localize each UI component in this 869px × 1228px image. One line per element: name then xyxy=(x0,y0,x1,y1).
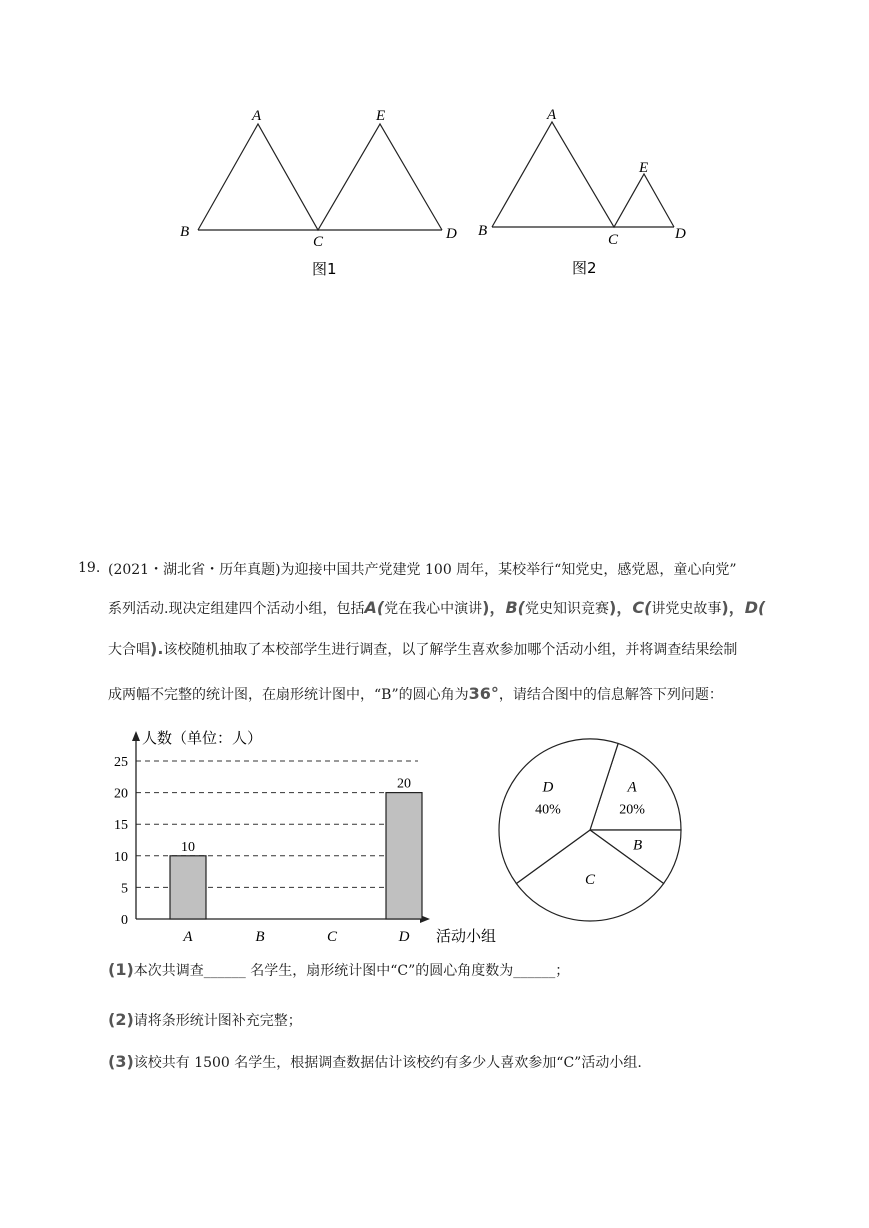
bar-data-label-D: 20 xyxy=(397,776,411,792)
option-c-close: )， xyxy=(721,598,745,617)
line2-text-b: 现决定组建四个活动小组，包括 xyxy=(168,601,365,617)
sub1-text-c: ； xyxy=(555,963,570,979)
y-tick-label: 20 xyxy=(114,786,128,802)
line3-text-b: 该校随机抽取了本校部学生进行调查，以了解学生喜欢参加哪个活动小组，并将调查结果绘制 xyxy=(163,642,738,658)
y-tick-label: 0 xyxy=(121,913,128,928)
geometry-figure-2 xyxy=(470,100,700,280)
line4-text-b: ，请结合图中的信息解答下列问题： xyxy=(498,687,723,703)
bar-chart-bars xyxy=(170,793,422,919)
y-tick-label: 5 xyxy=(121,881,128,897)
sub1-blank-1: ______ xyxy=(203,963,246,979)
fig1-point-d: D xyxy=(446,226,457,242)
option-d-mark: D( xyxy=(744,598,766,617)
sub3-number: (3) xyxy=(108,1052,134,1071)
fig2-point-a: A xyxy=(547,107,557,123)
fig2-caption: 图2 xyxy=(572,259,597,277)
y-tick-label: 25 xyxy=(114,755,128,770)
sub3-text: 该校共有 1500 名学生，根据调查数据估计该校约有多少人喜欢参加“C”活动小组. xyxy=(133,1055,642,1071)
geometry-figure-1 xyxy=(170,100,470,280)
y-tick-label: 15 xyxy=(114,818,128,834)
option-a-close: )， xyxy=(482,598,506,617)
option-c-text: 讲党史故事 xyxy=(651,601,722,617)
x-tick-label-A: A xyxy=(183,929,193,945)
sub-question-3 xyxy=(108,1052,642,1073)
pie-chart xyxy=(495,735,695,930)
line3-text-a: 大合唱 xyxy=(108,642,150,658)
y-tick-label: 10 xyxy=(114,849,128,865)
question-number: 19. xyxy=(78,560,101,576)
question-line-1: (2021・湖北省・历年真题)为迎接中国共产党建党 100 周年，某校举行“知党史，感党恩，童心向党” xyxy=(108,562,737,578)
question-line-4 xyxy=(108,684,723,705)
x-axis-label: 活动小组 xyxy=(436,927,497,945)
pie-label-B: B xyxy=(632,837,643,854)
option-b-text: 党史知识竞赛 xyxy=(525,601,609,617)
fig1-point-b: B xyxy=(180,224,190,240)
option-a-mark: A( xyxy=(364,598,385,617)
option-d-close: ). xyxy=(150,639,164,658)
fig2-point-e: E xyxy=(639,160,649,176)
line4-text-a: 成两幅不完整的统计图，在扇形统计图中，“B”的圆心角为 xyxy=(108,687,469,703)
pie-label-A: A xyxy=(627,779,637,796)
option-b-close: )， xyxy=(609,598,633,617)
option-a-text: 党在我心中演讲 xyxy=(384,601,483,617)
option-c-mark: C( xyxy=(632,598,652,617)
sub1-text-b: 名学生，扇形统计图中“C”的圆心角度数为 xyxy=(245,963,514,979)
pie-percent-D: 40% xyxy=(535,802,561,818)
line2-dot: . xyxy=(164,601,169,617)
fig1-point-e: E xyxy=(376,108,386,124)
fig1-point-a: A xyxy=(252,108,262,124)
sub-question-2 xyxy=(108,1010,302,1031)
question-line-3 xyxy=(108,639,737,660)
fig2-point-d: D xyxy=(675,226,686,242)
fig2-point-c: C xyxy=(608,232,619,248)
x-tick-label-D: D xyxy=(398,929,410,945)
pie-label-D: D xyxy=(542,779,554,796)
y-axis-label: 人数（单位：人） xyxy=(142,729,263,747)
y-axis-arrow xyxy=(132,731,140,741)
pie-percent-A: 20% xyxy=(619,802,645,818)
question-line-2 xyxy=(108,598,765,619)
sub1-text-a: 本次共调查 xyxy=(133,963,204,979)
sub-question-1 xyxy=(108,960,569,981)
bar-D xyxy=(386,793,422,919)
bar-data-label-A: 10 xyxy=(181,839,195,855)
sub2-number: (2) xyxy=(108,1010,134,1029)
x-tick-label-B: B xyxy=(255,929,265,945)
angle-value: 36° xyxy=(468,684,499,703)
fig1-point-c: C xyxy=(313,234,324,250)
pie-label-C: C xyxy=(584,872,596,888)
line2-text-a: 系列活动 xyxy=(108,601,164,617)
fig2-point-b: B xyxy=(478,223,488,239)
sub1-blank-2: ______ xyxy=(513,963,556,979)
sub1-number: (1) xyxy=(108,960,134,979)
sub2-text: 请将条形统计图补充完整； xyxy=(133,1013,302,1029)
bar-chart xyxy=(100,725,510,950)
fig1-caption: 图1 xyxy=(312,260,337,278)
x-tick-label-C: C xyxy=(326,929,338,945)
bar-A xyxy=(170,856,206,919)
pie-chart-slices xyxy=(499,739,681,921)
option-b-mark: B( xyxy=(505,598,525,617)
